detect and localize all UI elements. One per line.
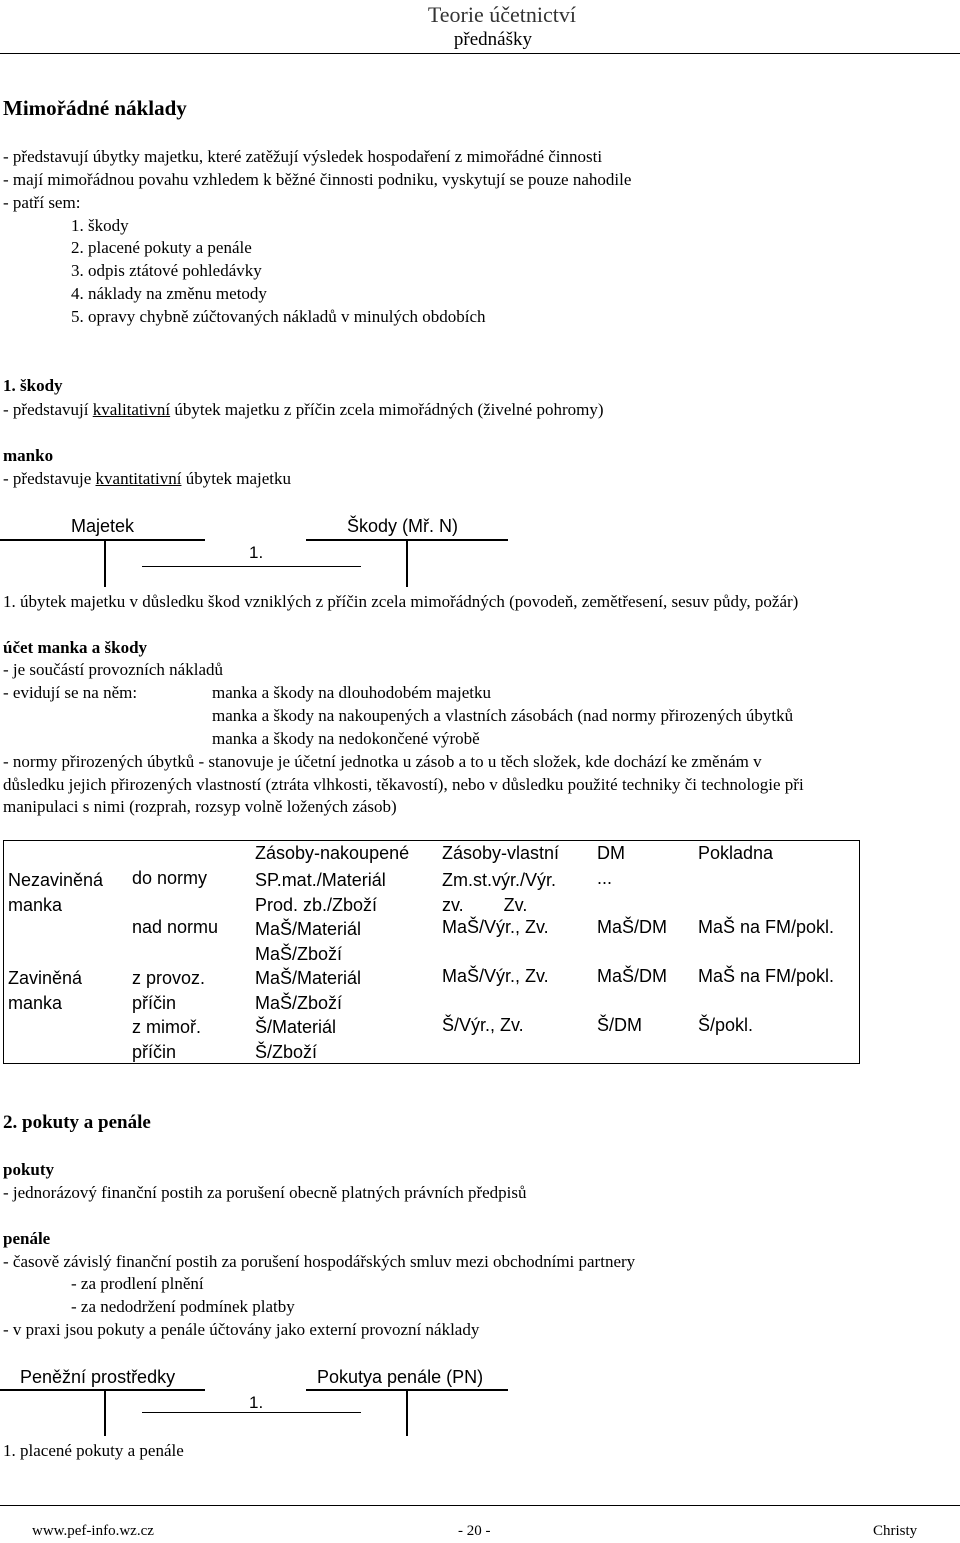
table-cell: MaŠ/Materiál MaŠ/Zboží (255, 919, 362, 964)
list-item: 4. náklady na změnu metody (71, 284, 267, 303)
penale-line: - v praxi jsou pokuty a penále účtovány jako externí provozní náklady (3, 1320, 480, 1339)
pokuty-section-heading: 2. pokuty a penále (3, 1112, 151, 1133)
table-header-zasoby-vlastni: Zásoby-vlastní (442, 843, 560, 863)
table-cell: MaŠ/DM (597, 966, 668, 986)
t-account-right-label: Škody (Mř. N) (347, 516, 459, 536)
t-account-left-rule (0, 1389, 205, 1391)
t-account-left-label: Peněžní prostředky (20, 1367, 176, 1387)
skody-line-underlined: kvalitativní (92, 400, 171, 419)
ucet-para-line: - normy přirozených úbytků - stanovuje je účetní jednotka u zásob a to u těch složek, kde dochází ke změnám v (3, 752, 762, 771)
penale-line: - za nedodržení podmínek platby (71, 1297, 295, 1316)
manko-line-prefix: - představuje (3, 469, 96, 488)
table-cell: MaŠ/Výr., Zv. (442, 917, 549, 937)
ucet-list-item: manka a škody na dlouhodobém majetku (212, 683, 492, 702)
table-cell: Š/DM (597, 1015, 642, 1035)
table-border-right (859, 840, 860, 1064)
t-account-entry-number: 1. (249, 543, 264, 562)
t-account-left-stem (104, 541, 106, 587)
note-2: 1. placené pokuty a penále (3, 1441, 184, 1460)
footer-page-number: - 20 - (458, 1523, 491, 1539)
t-account-right-stem (406, 1391, 408, 1436)
table-row-label-zavinena: Zaviněná manka (8, 968, 83, 1013)
pokuty-heading: pokuty (3, 1160, 55, 1179)
manko-line-underlined: kvantitativní (95, 469, 182, 488)
intro-line-3: - patří sem: (3, 193, 81, 212)
pokuty-line: - jednorázový finanční postih za porušení obecně platných právních předpisů (3, 1183, 527, 1202)
table-cell: Š/Výr., Zv. (442, 1015, 524, 1035)
intro-line-1: - představují úbytky majetku, které zatěžují výsledek hospodaření z mimořádné činnosti (3, 147, 603, 166)
t-account-left-label: Majetek (71, 516, 135, 536)
intro-line-2: - mají mimořádnou povahu vzhledem k běžné činnosti podniku, vyskytují se pouze nahodile (3, 170, 632, 189)
footer-website: www.pef-info.wz.cz (32, 1523, 154, 1539)
footer-rule (0, 1505, 960, 1506)
table-border-top (3, 840, 860, 841)
table-cell: nad normu (132, 917, 219, 937)
t-account-entry-arrow (142, 1412, 361, 1413)
table-cell: ... (597, 868, 613, 888)
list-item: 2. placené pokuty a penále (71, 238, 252, 257)
ucet-list-item: manka a škody na nedokončené výrobě (212, 729, 480, 748)
ucet-heading: účet manka a škody (3, 638, 148, 657)
t-account-entry-arrow (142, 566, 361, 567)
table-cell: MaŠ/DM (597, 917, 668, 937)
table-cell: MaŠ/Výr., Zv. (442, 966, 549, 986)
table-row-label-nezavinena: Nezaviněná manka (8, 870, 104, 915)
list-item: 3. odpis ztátové pohledávky (71, 261, 262, 280)
penale-line: - časově závislý finanční postih za porušení hospodářských smluv mezi obchodními partnery (3, 1252, 636, 1271)
ucet-line-1: - je součástí provozních nákladů (3, 660, 223, 679)
skody-line-suffix: úbytek majetku z příčin zcela mimořádných (živelné pohromy) (170, 400, 604, 419)
manko-heading: manko (3, 446, 54, 465)
footer-author: Christy (873, 1523, 918, 1539)
table-cell: Š/Materiál Š/Zboží (255, 1017, 337, 1062)
section-title: Mimořádné náklady (3, 96, 187, 120)
manko-line-suffix: úbytek majetku (181, 469, 291, 488)
header-subtitle: přednášky (453, 29, 532, 50)
ucet-label: - evidují se na něm: (3, 683, 138, 702)
t-account-left-rule (0, 539, 205, 541)
ucet-para-line: manipulaci s nimi (rozprah, rozsyp volně ložených zásob) (3, 797, 397, 816)
ucet-list-item: manka a škody na nakoupených a vlastních zásobách (nad normy přirozených úbytků (212, 706, 794, 725)
skody-heading: 1. škody (3, 376, 63, 395)
table-cell: z mimoř. příčin (132, 1017, 201, 1062)
table-cell: SP.mat./Materiál Prod. zb./Zboží (255, 870, 386, 915)
table-header-dm: DM (597, 843, 625, 863)
t-account-right-label: Pokutya penále (PN) (317, 1367, 484, 1387)
penale-line: - za prodlení plnění (71, 1274, 204, 1293)
table-border-left (3, 840, 4, 1064)
ucet-para-line: důsledku jejich přirozených vlastností (ztráta vlhkosti, těkavostí), nebo v důsledku použité techniky či technologie při (3, 775, 804, 794)
penale-heading: penále (3, 1229, 51, 1248)
header-title: Teorie účetnictví (427, 2, 576, 27)
table-cell: do normy (132, 868, 208, 888)
t-account-right-stem (406, 541, 408, 587)
manko-line (3, 469, 291, 489)
skody-line (3, 400, 603, 420)
table-header-zasoby-nakoupene: Zásoby-nakoupené (255, 843, 410, 863)
list-item: 5. opravy chybně zúčtovaných nákladů v minulých obdobích (71, 307, 486, 326)
skody-line-prefix: - představují (3, 400, 93, 419)
table-cell: z provoz. příčin (132, 968, 206, 1013)
table-cell: Š/pokl. (698, 1015, 754, 1035)
table-header-pokladna: Pokladna (698, 843, 774, 863)
note-1: 1. úbytek majetku v důsledku škod vzniklých z příčin zcela mimořádných (povodeň, zemětřesení, sesuv půdy, požár) (3, 592, 799, 611)
t-account-left-stem (104, 1391, 106, 1436)
list-item: 1. škody (71, 216, 129, 235)
table-cell: Zm.st.výr./Výr. zv. Zv. (442, 870, 557, 915)
table-cell: MaŠ na FM/pokl. (698, 917, 835, 937)
header-rule (0, 53, 960, 54)
table-cell: MaŠ/Materiál MaŠ/Zboží (255, 968, 362, 1013)
t-account-entry-number: 1. (249, 1393, 264, 1412)
table-cell: MaŠ na FM/pokl. (698, 966, 835, 986)
